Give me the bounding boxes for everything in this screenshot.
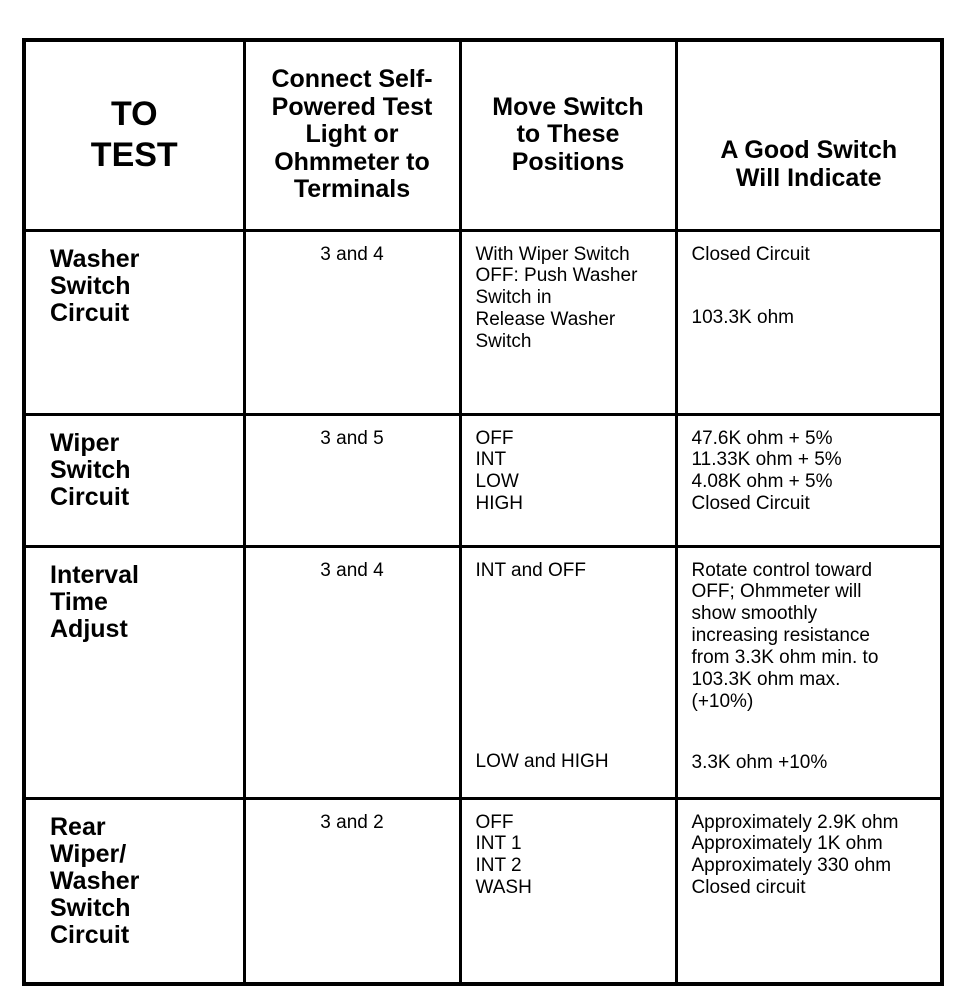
indicate-line: Rotate control toward [691,559,873,581]
indicate-line: OFF; Ohmmeter will [691,581,862,603]
indicate-line: from 3.3K ohm min. to [691,646,879,668]
position-line: LOW and HIGH [475,751,609,773]
header-connect-line: Connect Self- [271,65,433,93]
position-line: OFF [475,811,514,833]
positions-cell [460,414,676,546]
switch-test-table [22,38,944,986]
indicate-line: (+10%) [691,690,754,712]
position-line: Switch [475,330,532,352]
position-line: Switch in [475,287,552,309]
header-row [24,40,942,230]
indicate-line: show smoothly [691,603,818,625]
header-connect [244,40,460,230]
position-line: WASH [475,877,532,899]
indicate-cell [676,798,942,984]
position-line: INT [475,449,507,471]
indicate-line: Closed Circuit [691,243,810,265]
test-label: Interval Time Adjust [24,546,244,798]
header-good-switch [676,40,942,230]
positions-cell [460,546,676,798]
header-to-test [24,40,244,230]
position-line: INT 1 [475,833,522,855]
test-label: Rear Wiper/ Washer Switch Circuit [24,798,244,984]
header-connect-line: Terminals [293,175,411,203]
indicate-line: Approximately 330 ohm [691,855,892,877]
indicate-cell [676,414,942,546]
position-line: Release Washer [475,309,616,331]
indicate-line: Closed circuit [691,877,806,899]
header-connect-line: Powered Test [271,92,433,121]
indicate-cell [676,230,942,414]
header-connect-line: Ohmmeter to [274,147,430,176]
terminals-cell: 3 and 4 [244,230,460,414]
indicate-line: Approximately 2.9K ohm [691,811,899,833]
position-line: LOW [475,471,519,493]
header-to-test-line: TEST [90,136,178,175]
position-line: INT 2 [475,855,522,877]
header-good-line: A Good Switch [720,136,898,165]
indicate-line: 3.3K ohm +10% [691,752,828,774]
header-to-test-line: TO [110,95,158,134]
indicate-line: increasing resistance [691,625,870,647]
positions-cell [460,230,676,414]
test-label: Wiper Switch Circuit [24,414,244,546]
table-row-rear-wiper [24,798,942,984]
indicate-line: Approximately 1K ohm [691,833,883,855]
indicate-line: 103.3K ohm max. [691,668,841,690]
terminals-cell: 3 and 5 [244,414,460,546]
position-line: OFF [475,427,514,449]
indicate-line: 4.08K ohm + 5% [691,471,833,493]
test-label: Washer Switch Circuit [24,230,244,414]
position-line: With Wiper Switch [475,243,630,265]
header-connect-line: Light or [305,120,399,148]
positions-cell [460,798,676,984]
header-good-line: Will Indicate [735,163,882,192]
indicate-cell [676,546,942,798]
terminals-cell: 3 and 4 [244,546,460,798]
table-row-washer [24,230,942,414]
indicate-line: 11.33K ohm + 5% [691,449,842,471]
header-move-line: Positions [511,147,625,176]
table-row-interval [24,546,942,798]
indicate-line: 103.3K ohm [691,307,794,329]
table-row-wiper [24,414,942,546]
header-move-line: to These [516,120,620,148]
header-move-switch [460,40,676,230]
position-line: INT and OFF [475,559,587,581]
terminals-cell: 3 and 2 [244,798,460,984]
indicate-line: 47.6K ohm + 5% [691,427,833,449]
position-line: OFF: Push Washer [475,265,638,287]
position-line: HIGH [475,493,523,515]
header-move-line: Move Switch [492,92,644,121]
indicate-line: Closed Circuit [691,493,810,515]
